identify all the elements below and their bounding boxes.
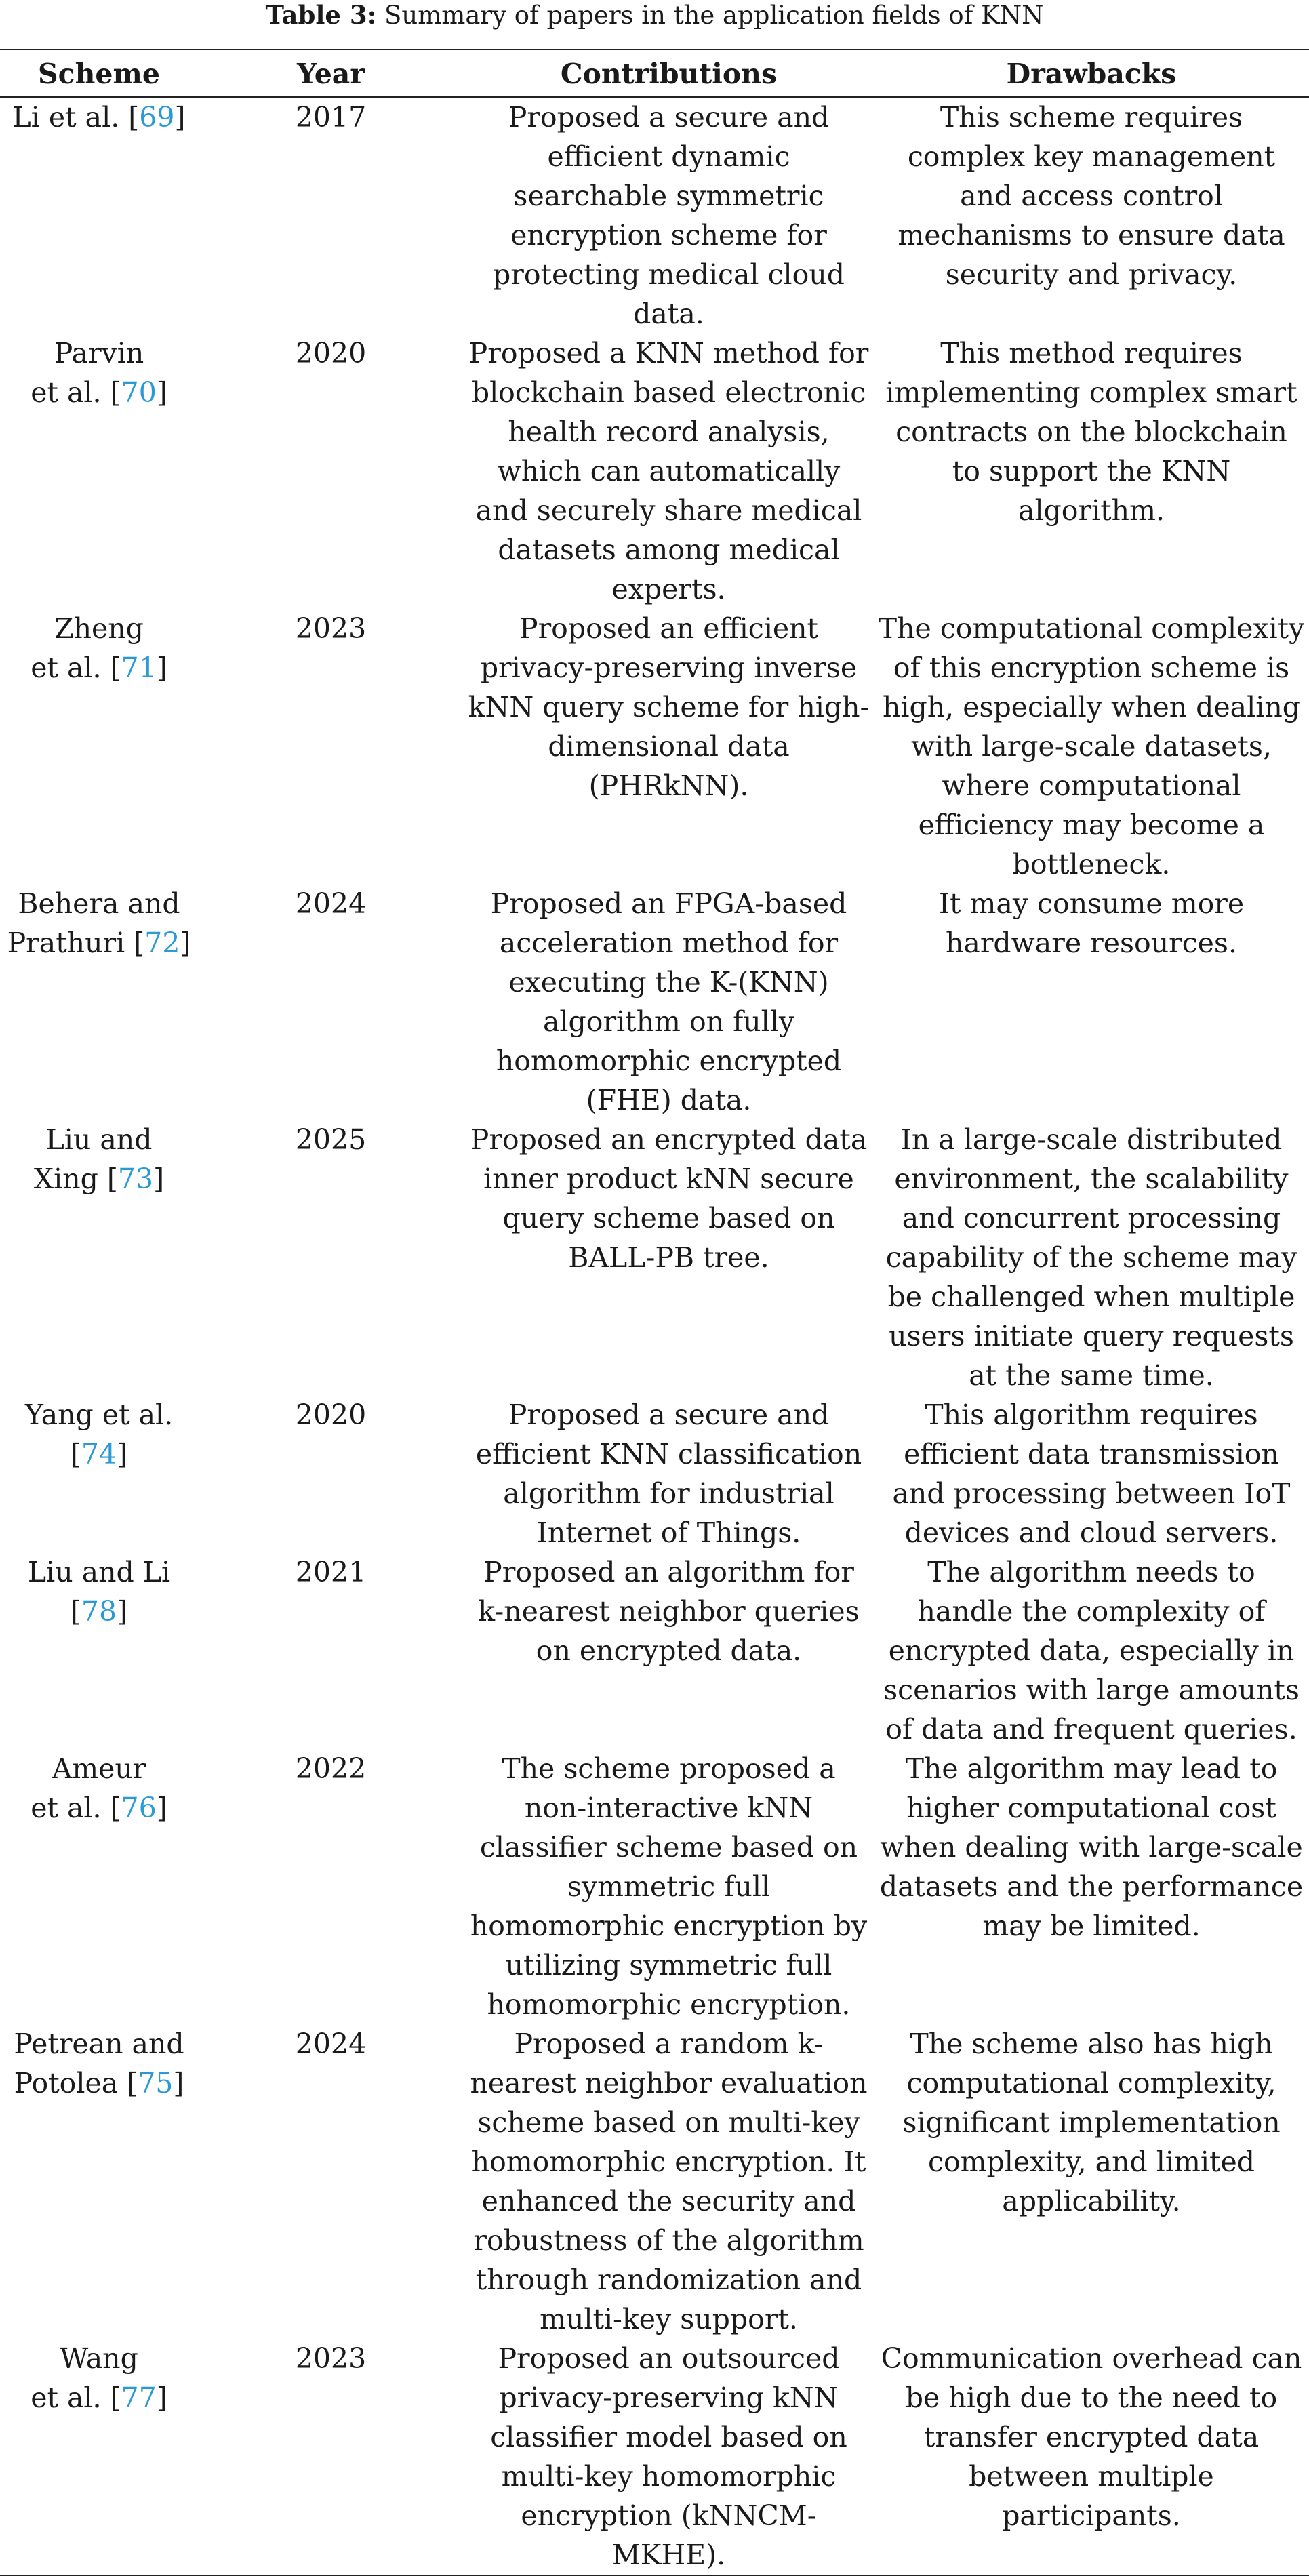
reference-link[interactable]: 74 — [81, 1438, 117, 1470]
scheme-text: Parvin — [54, 337, 144, 369]
reference-link[interactable]: 76 — [121, 1792, 157, 1824]
scheme-text: Xing [ — [33, 1163, 118, 1195]
cell-drawbacks: Communication overhead can be high due to the need to transfer encrypted data between multiple participants. — [874, 2339, 1309, 2575]
cell-year: 2020 — [295, 1398, 367, 1431]
scheme-text-bracket: ] — [173, 2067, 184, 2099]
header-row — [0, 49, 1309, 97]
scheme-text-bracket: ] — [117, 1595, 128, 1628]
scheme-text: Ameur — [52, 1752, 146, 1785]
cell-year: 2023 — [295, 612, 367, 645]
cell-contributions: Proposed a KNN method for blockchain based electronic health record analysis, which can automatically and securely share medical datasets among medical experts. — [468, 337, 869, 605]
scheme-text: Behera and — [18, 887, 180, 920]
cell-drawbacks: This algorithm requires efficient data transmission and processing between IoT devices and cloud servers. — [892, 1398, 1291, 1549]
scheme-text-bracket: ] — [156, 376, 167, 409]
scheme-line — [4, 373, 194, 412]
cell-scheme — [0, 884, 198, 1120]
scheme-text: et al. [ — [31, 1792, 121, 1824]
cell-drawbacks: This scheme requires complex key management and access control mechanisms to ensure data security and privacy. — [898, 101, 1285, 291]
header-contributions: Contributions — [464, 49, 874, 97]
reference-link[interactable]: 77 — [121, 2381, 157, 2414]
scheme-text-bracket: ] — [156, 2381, 167, 2414]
reference-link[interactable]: 75 — [138, 2067, 174, 2099]
caption-text: Summary of papers in the application fields of KNN — [384, 1, 1044, 30]
scheme-line — [4, 2064, 194, 2103]
cell-drawbacks: The computational complexity of this encryption scheme is high, especially when dealing with large-scale datasets, where computational efficiency may become a bottleneck. — [878, 612, 1305, 881]
header-drawbacks: Drawbacks — [874, 49, 1309, 97]
cell-contributions: The scheme proposed a non-interactive kNN classifier scheme based on symmetric full homomorphic encryption by utilizing symmetric full homomorphic encryption. — [470, 1752, 868, 2021]
table-row — [0, 1395, 1309, 1552]
table-caption — [0, 0, 1309, 30]
scheme-text: Petrean and — [14, 2028, 184, 2060]
reference-link[interactable]: 78 — [81, 1595, 117, 1628]
scheme-text-bracket: ] — [156, 1792, 167, 1824]
cell-contributions: Proposed an efficient privacy-preserving inverse kNN query scheme for high-dimensional data (PHRkNN). — [468, 612, 870, 802]
scheme-text: Liu and — [45, 1123, 153, 1156]
scheme-text-bracket: ] — [180, 927, 191, 959]
cell-contributions: Proposed an algorithm for k-nearest neighbor queries on encrypted data. — [478, 1556, 860, 1667]
scheme-text: Potolea [ — [14, 2067, 138, 2099]
header-scheme: Scheme — [0, 49, 198, 97]
table-row — [0, 609, 1309, 884]
cell-year: 2017 — [295, 101, 367, 134]
scheme-line — [4, 2024, 194, 2064]
scheme-line — [4, 1159, 194, 1199]
table-row — [0, 2024, 1309, 2339]
scheme-line — [4, 1749, 194, 1788]
caption-label: Table 3: — [265, 0, 377, 30]
scheme-line — [4, 648, 194, 687]
table-row — [0, 1120, 1309, 1395]
cell-year: 2020 — [295, 337, 367, 369]
cell-contributions: Proposed an encrypted data inner product kNN secure query scheme based on BALL-PB tree. — [470, 1123, 868, 1274]
table-row — [0, 884, 1309, 1120]
table-row — [0, 2339, 1309, 2575]
cell-scheme — [0, 1552, 198, 1749]
cell-contributions: Proposed an outsourced privacy-preserving kNN classifier model based on multi-key homomorphic encryption (kNNCM-MKHE). — [464, 2339, 874, 2575]
cell-year: 2022 — [295, 1752, 367, 1785]
cell-scheme — [0, 609, 198, 884]
cell-drawbacks: It may consume more hardware resources. — [938, 887, 1245, 959]
cell-year: 2025 — [295, 1123, 367, 1156]
table-row — [0, 1552, 1309, 1749]
cell-scheme — [0, 1395, 198, 1552]
scheme-text-bracket: ] — [117, 1438, 128, 1470]
scheme-line — [4, 1120, 194, 1159]
cell-drawbacks: The algorithm needs to handle the complexity of encrypted data, especially in scenarios with large amounts of data and frequent queries. — [883, 1556, 1300, 1746]
cell-drawbacks: This method requires implementing complex smart contracts on the blockchain to support the KNN algorithm. — [885, 337, 1297, 527]
cell-year: 2024 — [295, 2028, 367, 2060]
scheme-text: et al. [ — [31, 2381, 121, 2414]
cell-scheme — [0, 97, 198, 334]
scheme-text-bracket: ] — [174, 101, 186, 134]
scheme-text: Li et al. [ — [12, 101, 140, 134]
cell-scheme — [0, 2339, 198, 2575]
cell-drawbacks: The scheme also has high computational complexity, significant implementation complexity, and limited applicability. — [902, 2028, 1281, 2217]
scheme-text: Wang — [60, 2342, 138, 2375]
scheme-text: Yang et al. [ — [24, 1398, 174, 1470]
cell-year: 2023 — [198, 2339, 464, 2575]
reference-link[interactable]: 73 — [117, 1163, 154, 1195]
scheme-text-bracket: ] — [156, 651, 167, 684]
scheme-line — [4, 1788, 194, 1828]
cell-drawbacks: In a large-scale distributed environment, the scalability and concurrent processing capability of the scheme may be challenged when multiple users initiate query requests at the same time. — [885, 1123, 1297, 1392]
cell-scheme — [0, 1120, 198, 1395]
cell-year: 2021 — [295, 1556, 367, 1588]
scheme-line — [4, 2378, 194, 2417]
reference-link[interactable]: 70 — [121, 376, 157, 409]
scheme-text: Zheng — [54, 612, 144, 645]
header-year: Year — [198, 49, 464, 97]
scheme-line — [4, 1395, 194, 1474]
table-row — [0, 334, 1309, 609]
cell-scheme — [0, 334, 198, 609]
cell-year: 2024 — [295, 887, 367, 920]
reference-link[interactable]: 72 — [144, 927, 180, 959]
cell-contributions: Proposed a secure and efficient dynamic searchable symmetric encryption scheme for protecting medical cloud data. — [493, 101, 845, 330]
scheme-text: Prathuri [ — [7, 927, 145, 959]
cell-contributions: Proposed an FPGA-based acceleration method for executing the K-(KNN) algorithm on fully homomorphic encrypted (FHE) data. — [490, 887, 847, 1116]
cell-drawbacks: The algorithm may lead to higher computational cost when dealing with large-scale datasets and the performance may be limited. — [879, 1752, 1304, 1942]
table-row — [0, 97, 1309, 334]
reference-link[interactable]: 69 — [139, 101, 175, 134]
scheme-line — [4, 1552, 194, 1631]
scheme-line — [4, 334, 194, 373]
table-body — [0, 97, 1309, 2575]
scheme-text: et al. [ — [31, 376, 121, 409]
summary-table — [0, 49, 1309, 2576]
cell-scheme — [0, 2024, 198, 2339]
scheme-line — [4, 609, 194, 648]
scheme-line — [4, 923, 194, 963]
scheme-text: Liu and Li [ — [27, 1556, 171, 1628]
reference-link[interactable]: 71 — [121, 651, 157, 684]
scheme-line — [4, 98, 194, 137]
cell-contributions: Proposed a random k-nearest neighbor evaluation scheme based on multi-key homomorphic encryption. It enhanced the security and robustness of the algorithm through randomization and multi-key support. — [470, 2028, 868, 2335]
cell-scheme — [0, 1749, 198, 2024]
scheme-text: et al. [ — [31, 651, 121, 684]
table-row — [0, 1749, 1309, 2024]
scheme-line — [4, 884, 194, 923]
scheme-line — [4, 2339, 194, 2378]
cell-contributions: Proposed a secure and efficient KNN classification algorithm for industrial Internet of Things. — [475, 1398, 862, 1549]
scheme-text-bracket: ] — [153, 1163, 165, 1195]
